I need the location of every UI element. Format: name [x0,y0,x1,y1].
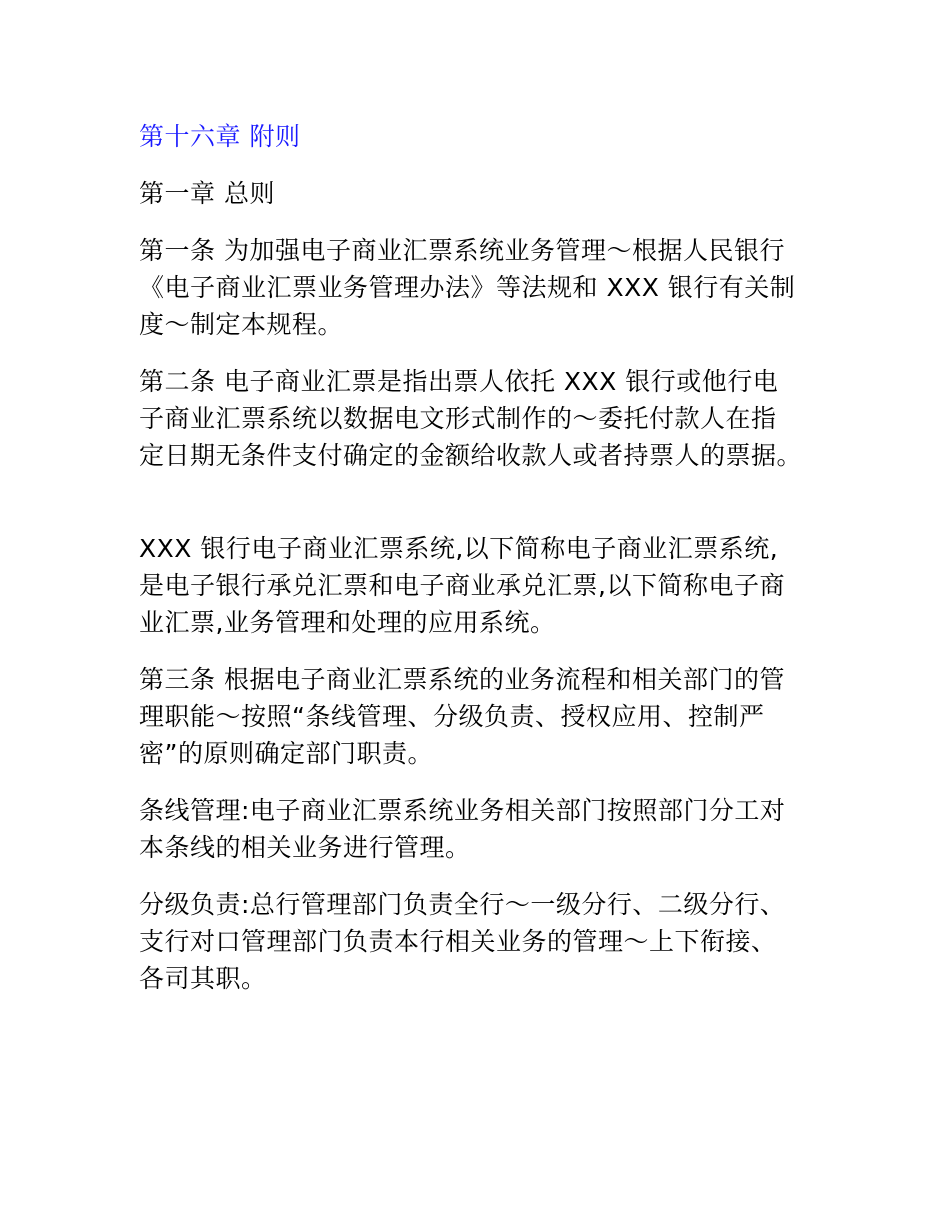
article3-line-3: 密”的原则确定部门职责。 [139,739,433,768]
article1-line-2: 《电子商业汇票业务管理办法》等法规和 XXX 银行有关制 [139,273,796,302]
article1-line-3: 度～制定本规程。 [139,310,344,339]
article1-line-1: 第一条 为加强电子商业汇票系统业务管理～根据人民银行 [139,236,785,265]
article3-paragraph [139,661,811,772]
article2-paragraph [139,363,811,474]
line-management-line-1: 条线管理:电子商业汇票系统业务相关部门按照部门分工对 [139,796,786,825]
line-management-line-2: 本条线的相关业务进行管理。 [139,833,471,862]
graded-responsibility-line-3: 各司其职。 [139,964,267,993]
system-definition-line-1: XXX 银行电子商业汇票系统,以下简称电子商业汇票系统, [139,534,779,563]
article1-paragraph [139,232,811,343]
article2-line-2: 子商业汇票系统以数据电文形式制作的～委托付款人在指 [139,404,777,433]
system-definition-line-2: 是电子银行承兑汇票和电子商业承兑汇票,以下简称电子商 [139,571,785,600]
graded-responsibility-line-2: 支行对口管理部门负责本行相关业务的管理～上下衔接、 [139,927,777,956]
article2-line-1: 第二条 电子商业汇票是指出票人依托 XXX 银行或他行电 [139,367,779,396]
graded-responsibility-line-1: 分级负责:总行管理部门负责全行～一级分行、二级分行、 [139,890,786,919]
article2-line-3: 定日期无条件支付确定的金额给收款人或者持票人的票据。 [139,441,803,470]
system-definition-paragraph [139,530,811,641]
chapter16-heading-link[interactable]: 第十六章 附则 [139,122,301,151]
document-page [139,118,811,1017]
line-management-paragraph [139,792,811,866]
system-definition-line-3: 业汇票,业务管理和处理的应用系统。 [139,608,556,637]
article3-line-1: 第三条 根据电子商业汇票系统的业务流程和相关部门的管 [139,665,785,694]
chapter1-heading-block [139,175,811,212]
graded-responsibility-paragraph [139,886,811,997]
chapter1-heading: 第一章 总则 [139,179,275,208]
article3-line-2: 理职能～按照“条线管理、分级负责、授权应用、控制严 [139,702,765,731]
chapter16-heading-block [139,118,811,155]
